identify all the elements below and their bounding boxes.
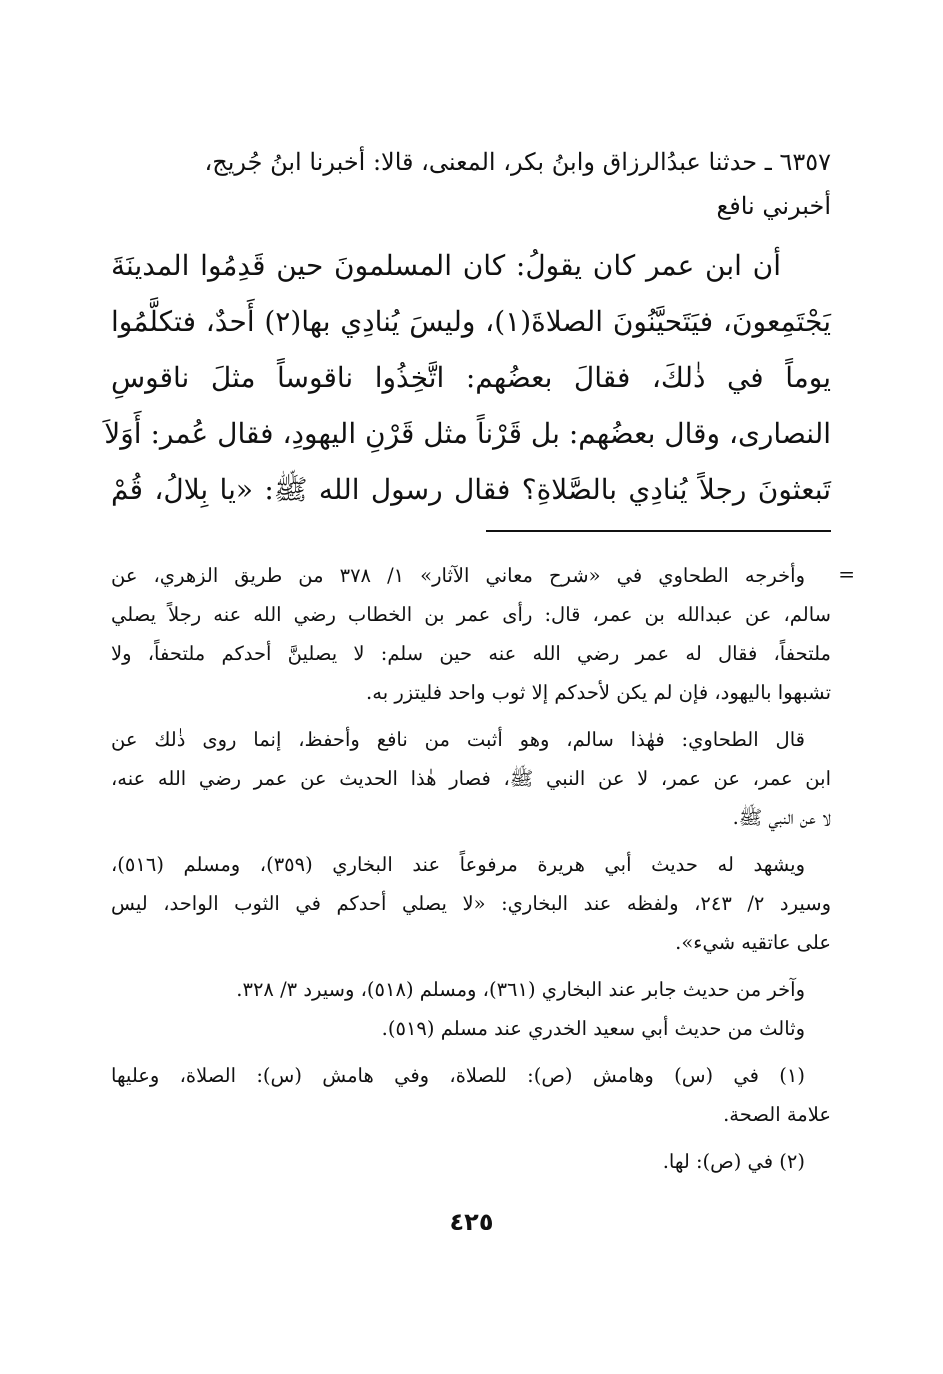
footnote-line: وثالث من حديث أبي سعيد الخدري عند مسلم (٥١٩). [381,1017,805,1040]
footnote-paragraph [111,1056,831,1134]
isnad-line: أخبرني نافع [716,192,831,220]
page-number: ٤٢٥ [449,1208,494,1236]
matn-line: تَبعثونَ رجلاً يُنادِي بالصَّلاةِ؟ فقال رسول الله ﷺ: «يا بِلالُ، قُمْ [111,473,831,506]
footnote-line: ملتحفاً، فقال له عمر رضي الله عنه حين سلم: لا يصلينَّ أحدكم ملتحفاً، ولا [111,642,831,665]
matn-line: يوماً في ذٰلكَ، فقالَ بعضُهم: اتَّخِذُوا ناقوساً مثلَ ناقوسِ [111,361,831,394]
footnote-line: على عاتقيه شيء». [675,931,831,954]
footnote-line: لا عن النبي ﷺ. [732,806,831,829]
matn-line: يَجْتَمِعونَ، فيَتَحيَّنُونَ الصلاةَ(١)، وليسَ يُنادِي بها(٢) أَحدٌ، فتكلَّمُوا [111,305,831,338]
footnote-line: سالم، عن عبدالله بن عمر، قال: رأى عمر بن الخطاب رضي الله عنه رجلاً يصلي [111,603,831,626]
footnote-line: (١) في (س) وهامش (ص): للصلاة، وفي هامش (س): الصلاة، وعليها [111,1064,805,1087]
hadith-isnad [111,140,831,228]
footnote-line: علامة الصحة. [723,1103,831,1126]
footnote-line: (٢) في (ص): لها. [662,1150,805,1173]
matn-line: النصارى، وقال بعضُهم: بل قَرْناً مثل قَرْنِ اليهودِ، فقال عُمر: أَوَلاَ [104,417,831,450]
footnote-line: وأخرجه الطحاوي في «شرح معاني الآثار» ١/ ٣٧٨ من طريق الزهري، عن [111,564,805,587]
isnad-line: ٦٣٥٧ ـ حدثنا عبدُالرزاق وابنُ بكر، المعنى، قالا: أخبرنا ابنُ جُريج، [204,148,831,176]
footnote-paragraph [111,845,831,962]
footnote-continuation-mark: = [838,562,855,586]
footnote-line: ابن عمر، عن عمر، لا عن النبي ﷺ، فصار هٰذا الحديث عن عمر رضي الله عنه، [111,767,831,790]
footnote-paragraph [111,556,831,712]
matn-line: أن ابن عمر كان يقولُ: كان المسلمونَ حين قَدِمُوا المدينَةَ [111,249,781,282]
footnote-paragraph [111,720,831,837]
footnotes [111,556,831,1189]
footnote-line: وآخر من حديث جابر عند البخاري (٣٦١)، ومسلم (٥١٨)، وسيرد ٣/ ٣٢٨. [236,978,805,1001]
footnote-line: قال الطحاوي: فهٰذا سالم، وهو أثبت من نافع وأحفظ، إنما روى ذٰلك عن [111,728,805,751]
hadith-matn [104,238,831,518]
footnote-paragraph [111,1142,831,1181]
footnote-line: وسيرد ٢/ ٢٤٣، ولفظه عند البخاري: «لا يصلي أحدكم في الثوب الواحد، ليس [111,892,831,915]
footnote-line: ويشهد له حديث أبي هريرة مرفوعاً عند البخاري (٣٥٩)، ومسلم (٥١٦)، [111,853,805,876]
footnote-divider [486,530,831,532]
footnote-paragraph [111,970,831,1048]
footnote-line: تشبهوا باليهود، فإن لم يكن لأحدكم إلا ثوب واحد فليتزر به. [366,681,831,704]
